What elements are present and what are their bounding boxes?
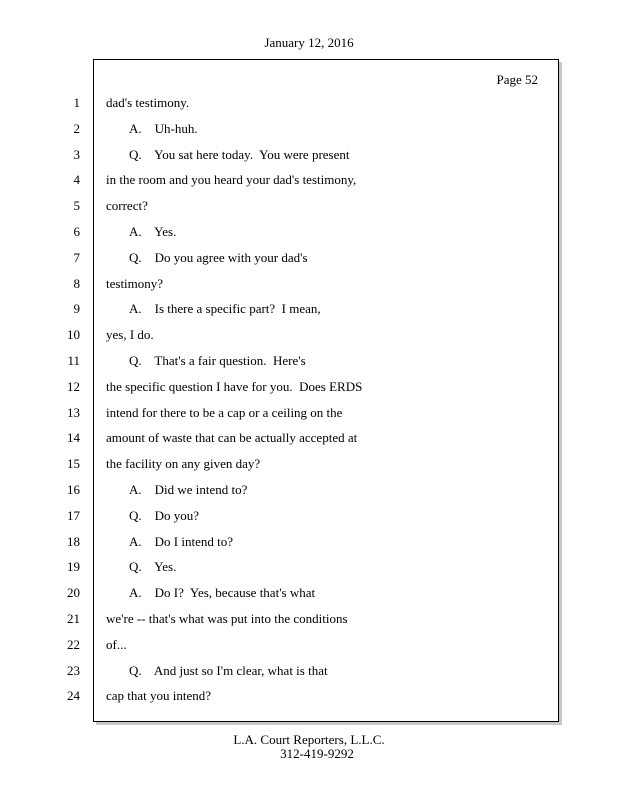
transcript-line: the specific question I have for you. Does ERDS: [106, 379, 363, 394]
transcript-line: A. Do I? Yes, because that's what: [129, 585, 316, 600]
line-number: 12: [67, 379, 80, 394]
transcript-line: A. Do I intend to?: [129, 534, 233, 549]
transcript-line: Q. Do you agree with your dad's: [129, 250, 308, 265]
line-number: 7: [73, 250, 80, 265]
footer-company: L.A. Court Reporters, L.L.C.: [233, 732, 385, 747]
line-number: 10: [67, 327, 80, 342]
line-number: 8: [73, 276, 80, 291]
transcript-line: amount of waste that can be actually accepted at: [106, 430, 358, 445]
line-number: 20: [67, 585, 80, 600]
transcript-line: the facility on any given day?: [106, 456, 261, 471]
transcript-line: Q. And just so I'm clear, what is that: [129, 663, 328, 678]
transcript-line: Q. You sat here today. You were present: [129, 147, 350, 162]
line-number: 13: [67, 405, 80, 420]
line-number: 18: [67, 534, 80, 549]
line-number: 2: [73, 121, 80, 136]
transcript-line: of...: [106, 637, 127, 652]
line-number: 23: [67, 663, 80, 678]
line-number: 24: [67, 688, 80, 703]
page-number: Page 52: [496, 72, 538, 87]
line-number: 6: [73, 224, 80, 239]
transcript-line: correct?: [106, 198, 148, 213]
line-number: 9: [73, 301, 80, 316]
transcript-line: A. Is there a specific part? I mean,: [129, 301, 321, 316]
line-number: 3: [73, 147, 80, 162]
transcript-line: testimony?: [106, 276, 164, 291]
line-number: 22: [67, 637, 80, 652]
transcript-line: in the room and you heard your dad's testimony,: [106, 172, 357, 187]
line-number: 21: [67, 611, 80, 626]
footer-phone: 312-419-9292: [280, 746, 354, 761]
transcript-line: A. Did we intend to?: [129, 482, 248, 497]
line-number: 14: [67, 430, 80, 445]
transcript-line: dad's testimony.: [106, 95, 190, 110]
line-number: 16: [67, 482, 80, 497]
line-number: 19: [67, 559, 80, 574]
header-date: January 12, 2016: [264, 35, 354, 50]
transcript-line: Q. Yes.: [129, 559, 177, 574]
transcript-line: A. Uh-huh.: [129, 121, 198, 136]
line-number: 11: [67, 353, 80, 368]
line-number: 1: [73, 95, 80, 110]
transcript-line: A. Yes.: [129, 224, 177, 239]
transcript-line: Q. Do you?: [129, 508, 200, 523]
line-number: 5: [73, 198, 80, 213]
transcript-line: we're -- that's what was put into the conditions: [106, 611, 348, 626]
transcript-line: Q. That's a fair question. Here's: [129, 353, 306, 368]
line-number: 4: [73, 172, 80, 187]
transcript-line: intend for there to be a cap or a ceiling on the: [106, 405, 343, 420]
transcript-line: yes, I do.: [106, 327, 154, 342]
line-number: 15: [67, 456, 80, 471]
line-number: 17: [67, 508, 80, 523]
transcript-line: cap that you intend?: [106, 688, 212, 703]
